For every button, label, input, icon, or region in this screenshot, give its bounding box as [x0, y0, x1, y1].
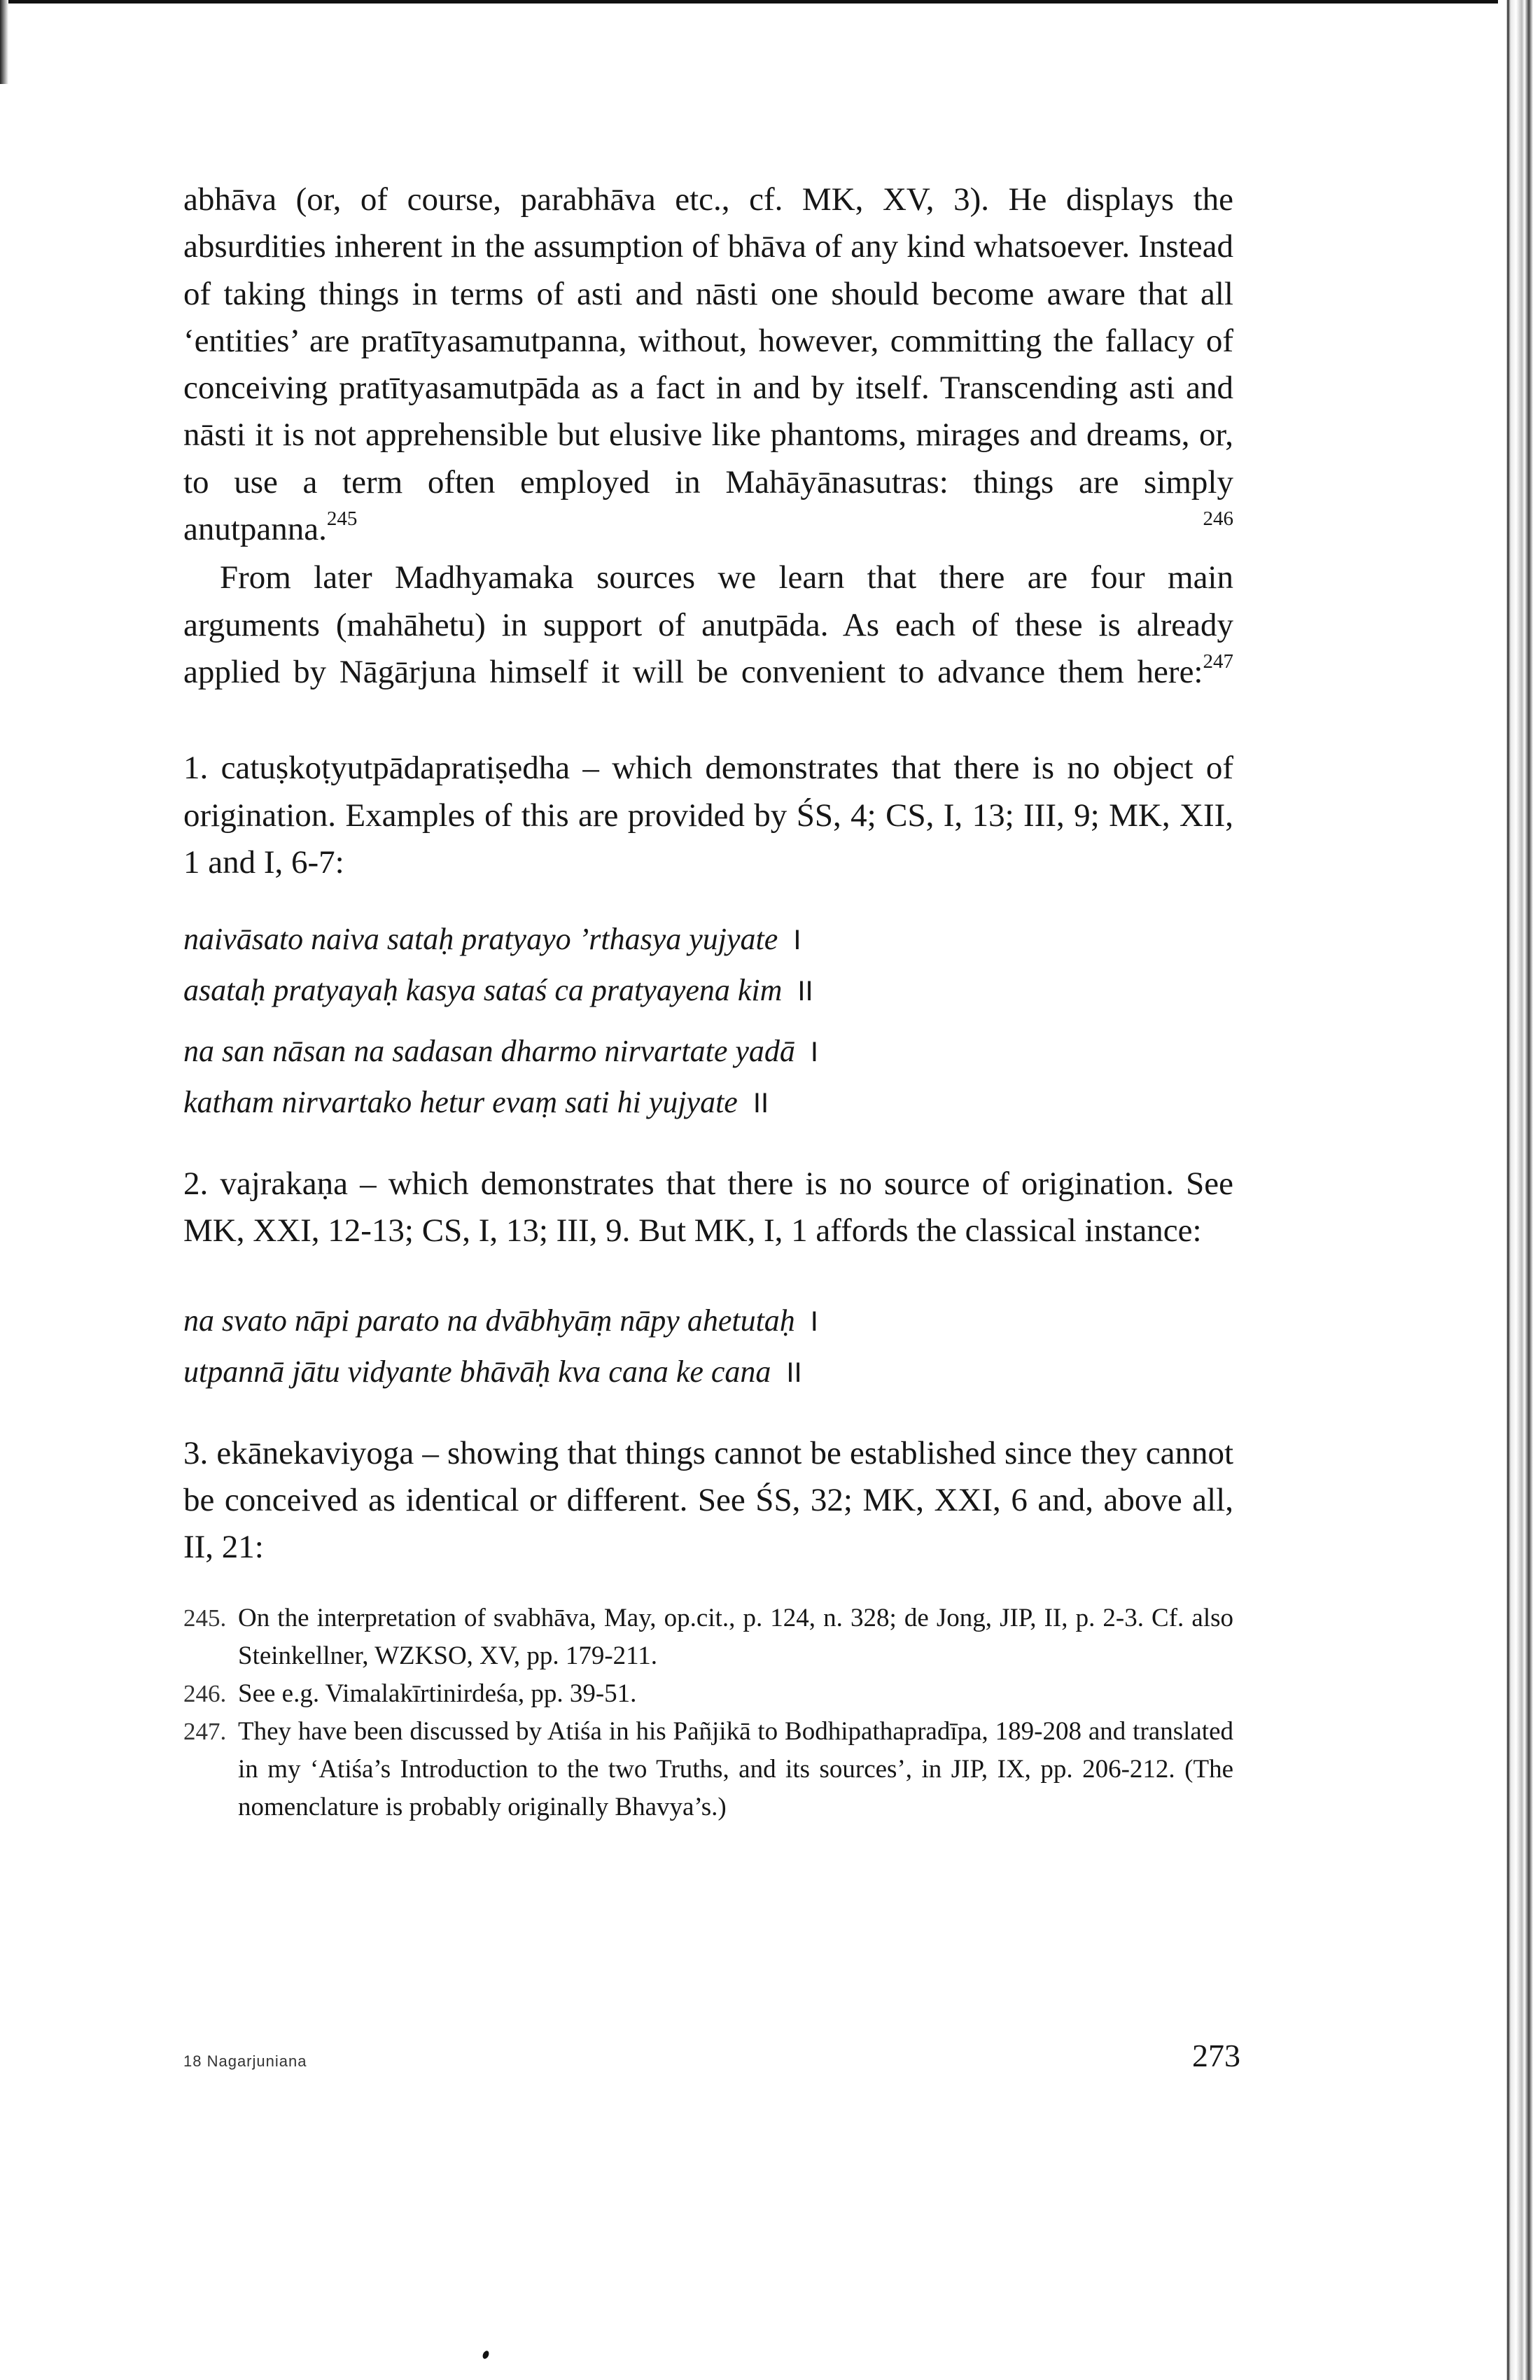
list-number: 1.: [183, 750, 209, 787]
footnote-number: 246.: [183, 1679, 227, 1707]
verse-line: utpannā jātu vidyante bhāvāḥ kva cana ke cana II: [183, 1354, 802, 1389]
printer-signature: 18 Nagarjuniana: [183, 2052, 307, 2070]
list-item-1-text: catuṣkoṭyutpādapratiṣedha – which demonstrates that there is no object of origination. Examples of this are provided by ŚS, 4; CS, I, 13; III, 9; MK, XII, 1 and I, 6-7:: [183, 750, 1233, 881]
list-number: 3.: [183, 1434, 209, 1471]
verse-line: katham nirvartako hetur evaṃ sati hi yujyate II: [183, 1085, 769, 1120]
footnote-text: See e.g. Vimalakīrtinirdeśa, pp. 39-51.: [238, 1679, 637, 1708]
footnote: [183, 1713, 1233, 1826]
paragraph-2: [183, 554, 1233, 696]
list-item-1: [183, 745, 1233, 886]
danda-mark: I: [793, 925, 802, 956]
footnote-text: On the interpretation of svabhāva, May, op.cit., p. 124, n. 328; de Jong, JIP, II, p. 2-3. Cf. also Steinkellner, WZKSO, XV, pp. 179-211.: [238, 1603, 1233, 1670]
danda-mark: I: [810, 1306, 818, 1337]
verse-line: naivāsato naiva sataḥ pratyayo ’rthasya yujyate I: [183, 922, 802, 957]
page-number: 273: [1192, 2038, 1240, 2073]
verse-line: na san nāsan na sadasan dharmo nirvartate yadā I: [183, 1034, 819, 1069]
verse-line: asataḥ pratyayaḥ kasya sataś ca pratyayena kim II: [183, 973, 813, 1008]
danda-mark: II: [797, 976, 813, 1007]
footnote: [183, 1675, 1233, 1713]
scan-edge-left: [0, 0, 8, 84]
danda-mark: II: [786, 1357, 802, 1388]
footnote-number: 247.: [183, 1717, 227, 1745]
list-item-3-text: ekānekaviyoga – showing that things cannot be established since they cannot be conceived as identical or different. See ŚS, 32; MK, XXI, 6 and, above all, II, 21:: [183, 1434, 1233, 1566]
danda-mark: I: [810, 1037, 819, 1068]
paragraph-1: [183, 176, 1233, 553]
page-body: [183, 176, 1233, 1826]
list-number: 2.: [183, 1166, 209, 1203]
verse-line: na svato nāpi parato na dvābhyāṃ nāpy ahetutaḥ I: [183, 1303, 818, 1338]
footnote-ref: 245: [326, 507, 358, 531]
footnotes: [183, 1600, 1233, 1826]
danda-mark: II: [752, 1088, 769, 1119]
footnote-ref: 246: [1203, 507, 1233, 531]
footnote-ref: 247: [1203, 650, 1233, 673]
list-item-2: [183, 1161, 1233, 1255]
page-footer: [183, 2037, 1240, 2079]
scan-binding-shadow: [1501, 0, 1540, 2380]
list-item-2-text: vajrakaṇa – which demonstrates that there is no source of origination. See MK, XXI, 12-13; CS, I, 13; III, 9. But MK, I, 1 affords the classical instance:: [183, 1166, 1233, 1250]
scan-edge-top: [0, 0, 1498, 4]
footnote-text: They have been discussed by Atiśa in his Pañjikā to Bodhipathapradīpa, 189-208 and translated in my ‘Atiśa’s Introduction to the two Truths, and its sources’, in JIP, IX, pp. 206-212. (The nomenclature is probably originally Bhavya’s.): [238, 1716, 1233, 1821]
list-item-3: [183, 1430, 1233, 1572]
footnote-number: 245.: [183, 1604, 227, 1632]
paragraph-1-text: abhāva (or, of course, parabhāva etc., cf. MK, XV, 3). He displays the absurdities inherent in the assumption of bhāva of any kind whatsoever. Instead of taking things in terms of asti and nāsti one should become aware that all ‘entities’ are pratītyasamutpanna, without, however, committing the fallacy of conceiving pratītyasamutpāda as a fact in and by itself. Transcending asti and nāsti it is not apprehensible but elusive like phantoms, mirages and dreams, or, to use a term often employed in Mahāyānasutras: things are simply anutpanna.: [183, 181, 1233, 548]
scan-speck: [482, 2350, 490, 2360]
verse-block-1: [183, 914, 1233, 1128]
footnote: [183, 1600, 1233, 1675]
paragraph-2-text: From later Madhyamaka sources we learn that there are four main arguments (mahāhetu) in support of anutpāda. As each of these is already applied by Nāgārjuna himself it will be convenient to advance them here:: [183, 559, 1233, 690]
verse-block-2: [183, 1296, 1233, 1398]
